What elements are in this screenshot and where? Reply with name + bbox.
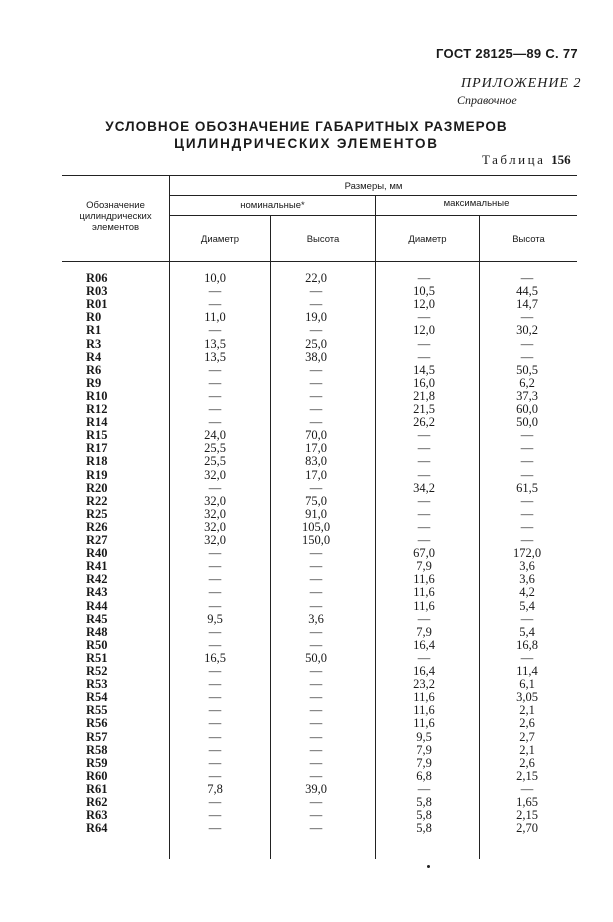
row-designation: R0: [86, 310, 102, 325]
row-max-diameter: 11,6: [413, 585, 435, 600]
row-nominal-height: —: [309, 402, 323, 416]
row-nominal-height: —: [309, 375, 323, 390]
row-nominal-height: —: [309, 284, 323, 299]
row-designation: R18: [86, 454, 108, 469]
row-nominal-height: —: [309, 677, 323, 692]
row-max-diameter: 23,2: [413, 677, 435, 692]
row-nominal-diameter: —: [208, 362, 222, 377]
row-nominal-diameter: 13,5: [204, 336, 226, 351]
row-max-height: 172,0: [512, 546, 542, 561]
row-designation: R26: [86, 519, 108, 534]
row-nominal-diameter: 25,5: [204, 454, 226, 469]
row-nominal-diameter: —: [208, 572, 222, 587]
row-designation: R55: [86, 703, 108, 718]
table-row: [0, 298, 613, 311]
row-nominal-diameter: 24,0: [204, 428, 226, 443]
subgroup-rule: [169, 215, 577, 216]
row-nominal-diameter: —: [208, 637, 222, 652]
table-row: [0, 704, 613, 717]
row-nominal-diameter: 10,0: [204, 271, 226, 285]
appendix-type: Справочное: [457, 93, 517, 107]
row-nominal-diameter: —: [208, 755, 222, 770]
row-max-diameter: 9,5: [416, 729, 432, 744]
row-nominal-diameter: —: [208, 624, 222, 639]
row-max-height: 37,3: [516, 388, 538, 403]
row-max-diameter: 6,8: [416, 768, 432, 783]
row-nominal-height: 22,0: [305, 271, 327, 285]
row-max-diameter: —: [417, 349, 431, 364]
row-max-height: —: [520, 428, 534, 443]
row-max-diameter: 67,0: [413, 546, 435, 561]
row-designation: R51: [86, 650, 108, 665]
row-max-height: 2,1: [519, 742, 535, 757]
row-max-height: 50,5: [516, 362, 538, 377]
row-max-diameter: —: [417, 533, 431, 547]
row-max-height: 2,7: [519, 729, 535, 744]
row-designation: R01: [86, 297, 108, 312]
row-designation: R41: [86, 559, 108, 574]
row-max-height: 6,2: [519, 375, 535, 390]
header-designation: Обозначение цилиндрических элементов: [79, 200, 152, 233]
row-max-height: —: [520, 467, 534, 482]
row-nominal-diameter: —: [208, 716, 222, 731]
table-row: [0, 744, 613, 757]
table-row: [0, 521, 613, 534]
row-nominal-height: —: [309, 546, 323, 561]
row-designation: R25: [86, 506, 108, 521]
row-designation: R56: [86, 716, 108, 731]
row-max-diameter: 5,8: [416, 795, 432, 809]
row-designation: R10: [86, 388, 108, 403]
row-max-height: —: [520, 533, 534, 547]
row-max-height: 3,05: [516, 690, 538, 705]
row-nominal-diameter: —: [208, 402, 222, 416]
row-nominal-height: 19,0: [305, 310, 327, 325]
table-row: [0, 455, 613, 468]
row-max-height: 2,6: [519, 755, 535, 770]
row-nominal-height: —: [309, 480, 323, 495]
row-max-diameter: —: [417, 310, 431, 325]
row-designation: R03: [86, 284, 108, 299]
row-designation: R9: [86, 375, 102, 390]
row-nominal-height: —: [309, 664, 323, 678]
row-nominal-height: —: [309, 323, 323, 338]
row-nominal-diameter: 13,5: [204, 349, 226, 364]
row-designation: R20: [86, 480, 108, 495]
row-max-height: —: [520, 349, 534, 364]
row-nominal-diameter: 16,5: [204, 650, 226, 665]
table-row: [0, 639, 613, 652]
row-nominal-height: —: [309, 624, 323, 639]
page-mark-dot: [427, 865, 430, 868]
table-row: [0, 757, 613, 770]
row-max-height: —: [520, 519, 534, 534]
row-max-diameter: —: [417, 781, 431, 796]
row-max-height: 61,5: [516, 480, 538, 495]
row-max-height: —: [520, 493, 534, 508]
row-nominal-diameter: —: [208, 742, 222, 757]
table-row: [0, 285, 613, 298]
row-designation: R14: [86, 415, 108, 430]
row-designation: R63: [86, 808, 108, 823]
row-designation: R44: [86, 598, 108, 613]
row-max-diameter: —: [417, 271, 431, 285]
row-max-height: 60,0: [516, 402, 538, 416]
row-max-diameter: 16,4: [413, 664, 435, 678]
row-max-diameter: —: [417, 441, 431, 456]
table-label-text: Таблица: [482, 152, 546, 167]
row-nominal-diameter: 32,0: [204, 493, 226, 508]
row-max-height: —: [520, 271, 534, 285]
row-nominal-height: —: [309, 742, 323, 757]
row-nominal-height: —: [309, 795, 323, 809]
row-designation: R62: [86, 795, 108, 809]
table-row: [0, 560, 613, 573]
table-row: [0, 573, 613, 586]
row-designation: R12: [86, 402, 108, 416]
row-nominal-diameter: —: [208, 677, 222, 692]
row-designation: R60: [86, 768, 108, 783]
row-max-diameter: 34,2: [413, 480, 435, 495]
table-row: [0, 351, 613, 364]
header-nominal-group: номинальные*: [240, 200, 305, 211]
row-nominal-height: —: [309, 690, 323, 705]
header-nominal-height: Высота: [306, 234, 340, 245]
row-nominal-height: 50,0: [305, 650, 327, 665]
row-nominal-diameter: —: [208, 546, 222, 561]
row-max-height: —: [520, 454, 534, 469]
table-row: [0, 783, 613, 796]
header-nominal-diameter: Диаметр: [200, 234, 240, 245]
row-designation: R15: [86, 428, 108, 443]
row-nominal-height: 105,0: [301, 519, 331, 534]
row-designation: R27: [86, 533, 108, 547]
row-nominal-diameter: —: [208, 375, 222, 390]
row-max-height: —: [520, 336, 534, 351]
table-row: [0, 534, 613, 547]
row-max-height: 44,5: [516, 284, 538, 299]
row-nominal-diameter: 32,0: [204, 519, 226, 534]
table-row: [0, 691, 613, 704]
row-max-height: —: [520, 611, 534, 626]
row-nominal-diameter: —: [208, 585, 222, 600]
row-max-height: 2,6: [519, 716, 535, 731]
row-designation: R40: [86, 546, 108, 561]
row-max-diameter: 10,5: [413, 284, 435, 299]
row-designation: R61: [86, 781, 108, 796]
row-nominal-diameter: —: [208, 559, 222, 574]
row-nominal-height: 39,0: [305, 781, 327, 796]
table-row: [0, 613, 613, 626]
row-max-diameter: 7,9: [416, 742, 432, 757]
row-nominal-diameter: —: [208, 690, 222, 705]
row-max-diameter: 16,4: [413, 637, 435, 652]
table-row: [0, 508, 613, 521]
row-designation: R42: [86, 572, 108, 587]
row-max-height: 2,70: [516, 821, 538, 836]
row-designation: R17: [86, 441, 108, 456]
table-row: [0, 311, 613, 324]
row-nominal-height: —: [309, 703, 323, 718]
row-nominal-height: —: [309, 572, 323, 587]
row-nominal-diameter: —: [208, 703, 222, 718]
row-designation: R43: [86, 585, 108, 600]
row-nominal-diameter: 25,5: [204, 441, 226, 456]
header-max-height: Высота: [512, 234, 545, 245]
row-max-height: 14,7: [516, 297, 538, 312]
table-number: 156: [551, 152, 571, 167]
row-nominal-diameter: —: [208, 598, 222, 613]
header-max-diameter: Диаметр: [408, 234, 447, 245]
row-nominal-height: 17,0: [305, 467, 327, 482]
table-row: [0, 390, 613, 403]
row-max-diameter: 21,8: [413, 388, 435, 403]
table-row: [0, 338, 613, 351]
row-max-diameter: 12,0: [413, 323, 435, 338]
table-row: [0, 796, 613, 809]
row-nominal-diameter: —: [208, 284, 222, 299]
row-nominal-height: —: [309, 362, 323, 377]
table-row: [0, 717, 613, 730]
row-max-diameter: —: [417, 428, 431, 443]
row-nominal-height: —: [309, 808, 323, 823]
row-max-diameter: —: [417, 493, 431, 508]
row-max-diameter: 5,8: [416, 821, 432, 836]
row-nominal-height: 3,6: [308, 611, 324, 626]
row-max-height: 1,65: [516, 795, 538, 809]
table-label: [482, 152, 571, 168]
row-max-diameter: 21,5: [413, 402, 435, 416]
row-designation: R22: [86, 493, 108, 508]
row-nominal-height: 83,0: [305, 454, 327, 469]
row-max-height: 2,15: [516, 808, 538, 823]
row-max-diameter: 11,6: [413, 572, 435, 587]
row-max-diameter: 11,6: [413, 690, 435, 705]
row-nominal-height: —: [309, 768, 323, 783]
row-nominal-diameter: —: [208, 323, 222, 338]
row-nominal-height: —: [309, 755, 323, 770]
row-designation: R54: [86, 690, 108, 705]
row-nominal-height: 70,0: [305, 428, 327, 443]
table-row: [0, 809, 613, 822]
row-nominal-height: 25,0: [305, 336, 327, 351]
row-max-height: 2,15: [516, 768, 538, 783]
gost-page-header: ГОСТ 28125—89 С. 77: [436, 46, 578, 61]
row-nominal-diameter: —: [208, 808, 222, 823]
header-max-group: максимальные: [443, 198, 510, 209]
row-max-diameter: —: [417, 611, 431, 626]
header-bottom-rule: [62, 261, 577, 262]
row-designation: R57: [86, 729, 108, 744]
row-designation: R4: [86, 349, 102, 364]
document-title-line-2: ЦИЛИНДРИЧЕСКИХ ЭЛЕМЕНТОВ: [174, 136, 439, 151]
row-nominal-height: —: [309, 297, 323, 312]
row-nominal-height: 17,0: [305, 441, 327, 456]
row-designation: R58: [86, 742, 108, 757]
row-nominal-height: —: [309, 388, 323, 403]
table-row: [0, 678, 613, 691]
row-max-diameter: 12,0: [413, 297, 435, 312]
row-nominal-diameter: 9,5: [207, 611, 223, 626]
row-nominal-height: 91,0: [305, 506, 327, 521]
row-designation: R45: [86, 611, 108, 626]
row-nominal-height: —: [309, 637, 323, 652]
row-max-height: 3,6: [519, 572, 535, 587]
row-max-height: 2,1: [519, 703, 535, 718]
row-nominal-height: —: [309, 729, 323, 744]
row-max-height: —: [520, 781, 534, 796]
row-nominal-height: 75,0: [305, 493, 327, 508]
row-max-height: 6,1: [519, 677, 535, 692]
row-max-diameter: —: [417, 650, 431, 665]
table-row: [0, 586, 613, 599]
row-nominal-height: 150,0: [301, 533, 331, 547]
table-row: [0, 600, 613, 613]
row-nominal-height: —: [309, 821, 323, 836]
row-max-diameter: 16,0: [413, 375, 435, 390]
header-top-rule: [62, 175, 577, 176]
row-max-diameter: —: [417, 467, 431, 482]
row-max-height: 5,4: [519, 624, 535, 639]
row-nominal-diameter: —: [208, 664, 222, 678]
row-max-height: 4,2: [519, 585, 535, 600]
row-designation: R59: [86, 755, 108, 770]
table-row: [0, 429, 613, 442]
table-row: [0, 547, 613, 560]
table-row: [0, 416, 613, 429]
row-max-diameter: —: [417, 519, 431, 534]
row-nominal-diameter: 32,0: [204, 506, 226, 521]
row-nominal-diameter: —: [208, 415, 222, 430]
row-max-diameter: —: [417, 506, 431, 521]
row-max-height: 30,2: [516, 323, 538, 338]
row-nominal-height: —: [309, 585, 323, 600]
row-max-diameter: 26,2: [413, 415, 435, 430]
row-max-diameter: 7,9: [416, 559, 432, 574]
row-max-height: —: [520, 441, 534, 456]
row-max-height: 5,4: [519, 598, 535, 613]
row-nominal-height: —: [309, 415, 323, 430]
table-row: [0, 377, 613, 390]
row-designation: R3: [86, 336, 102, 351]
row-nominal-diameter: 11,0: [204, 310, 226, 325]
row-nominal-diameter: 32,0: [204, 467, 226, 482]
table-row: [0, 731, 613, 744]
row-max-height: —: [520, 310, 534, 325]
row-max-diameter: 7,9: [416, 624, 432, 639]
row-max-height: 50,0: [516, 415, 538, 430]
row-nominal-diameter: —: [208, 388, 222, 403]
row-designation: R48: [86, 624, 108, 639]
table-row: [0, 403, 613, 416]
row-nominal-diameter: —: [208, 795, 222, 809]
table-row: [0, 652, 613, 665]
row-max-diameter: —: [417, 336, 431, 351]
sizes-group-rule: [169, 195, 577, 196]
table-row: [0, 469, 613, 482]
row-max-diameter: 5,8: [416, 808, 432, 823]
table-row: [0, 272, 613, 285]
row-max-height: 16,8: [516, 637, 538, 652]
header-sizes-group: Размеры, мм: [344, 181, 403, 192]
row-max-height: 11,4: [516, 664, 538, 678]
row-designation: R1: [86, 323, 102, 338]
row-designation: R64: [86, 821, 108, 836]
row-max-diameter: 11,6: [413, 703, 435, 718]
row-max-height: 3,6: [519, 559, 535, 574]
row-max-diameter: 11,6: [413, 716, 435, 731]
row-nominal-diameter: —: [208, 821, 222, 836]
row-max-diameter: 11,6: [413, 598, 435, 613]
row-designation: R50: [86, 637, 108, 652]
row-designation: R6: [86, 362, 102, 377]
row-nominal-diameter: —: [208, 729, 222, 744]
row-nominal-height: —: [309, 716, 323, 731]
table-row: [0, 626, 613, 639]
row-nominal-diameter: 7,8: [207, 781, 223, 796]
table-row: [0, 324, 613, 337]
row-max-diameter: 7,9: [416, 755, 432, 770]
table-row: [0, 770, 613, 783]
row-nominal-height: 38,0: [305, 349, 327, 364]
row-designation: R06: [86, 271, 108, 285]
row-nominal-diameter: 32,0: [204, 533, 226, 547]
row-max-height: —: [520, 650, 534, 665]
row-nominal-height: —: [309, 559, 323, 574]
row-designation: R53: [86, 677, 108, 692]
row-nominal-diameter: —: [208, 768, 222, 783]
row-max-diameter: 14,5: [413, 362, 435, 377]
row-max-height: —: [520, 506, 534, 521]
appendix-label: ПРИЛОЖЕНИЕ 2: [461, 76, 582, 91]
table-row: [0, 495, 613, 508]
table-row: [0, 442, 613, 455]
row-nominal-diameter: —: [208, 297, 222, 312]
row-designation: R19: [86, 467, 108, 482]
row-designation: R52: [86, 664, 108, 678]
document-title-line-1: УСЛОВНОЕ ОБОЗНАЧЕНИЕ ГАБАРИТНЫХ РАЗМЕРОВ: [105, 119, 508, 134]
table-row: [0, 822, 613, 835]
row-max-diameter: —: [417, 454, 431, 469]
row-nominal-height: —: [309, 598, 323, 613]
table-row: [0, 482, 613, 495]
table-row: [0, 665, 613, 678]
table-row: [0, 364, 613, 377]
row-nominal-diameter: —: [208, 480, 222, 495]
